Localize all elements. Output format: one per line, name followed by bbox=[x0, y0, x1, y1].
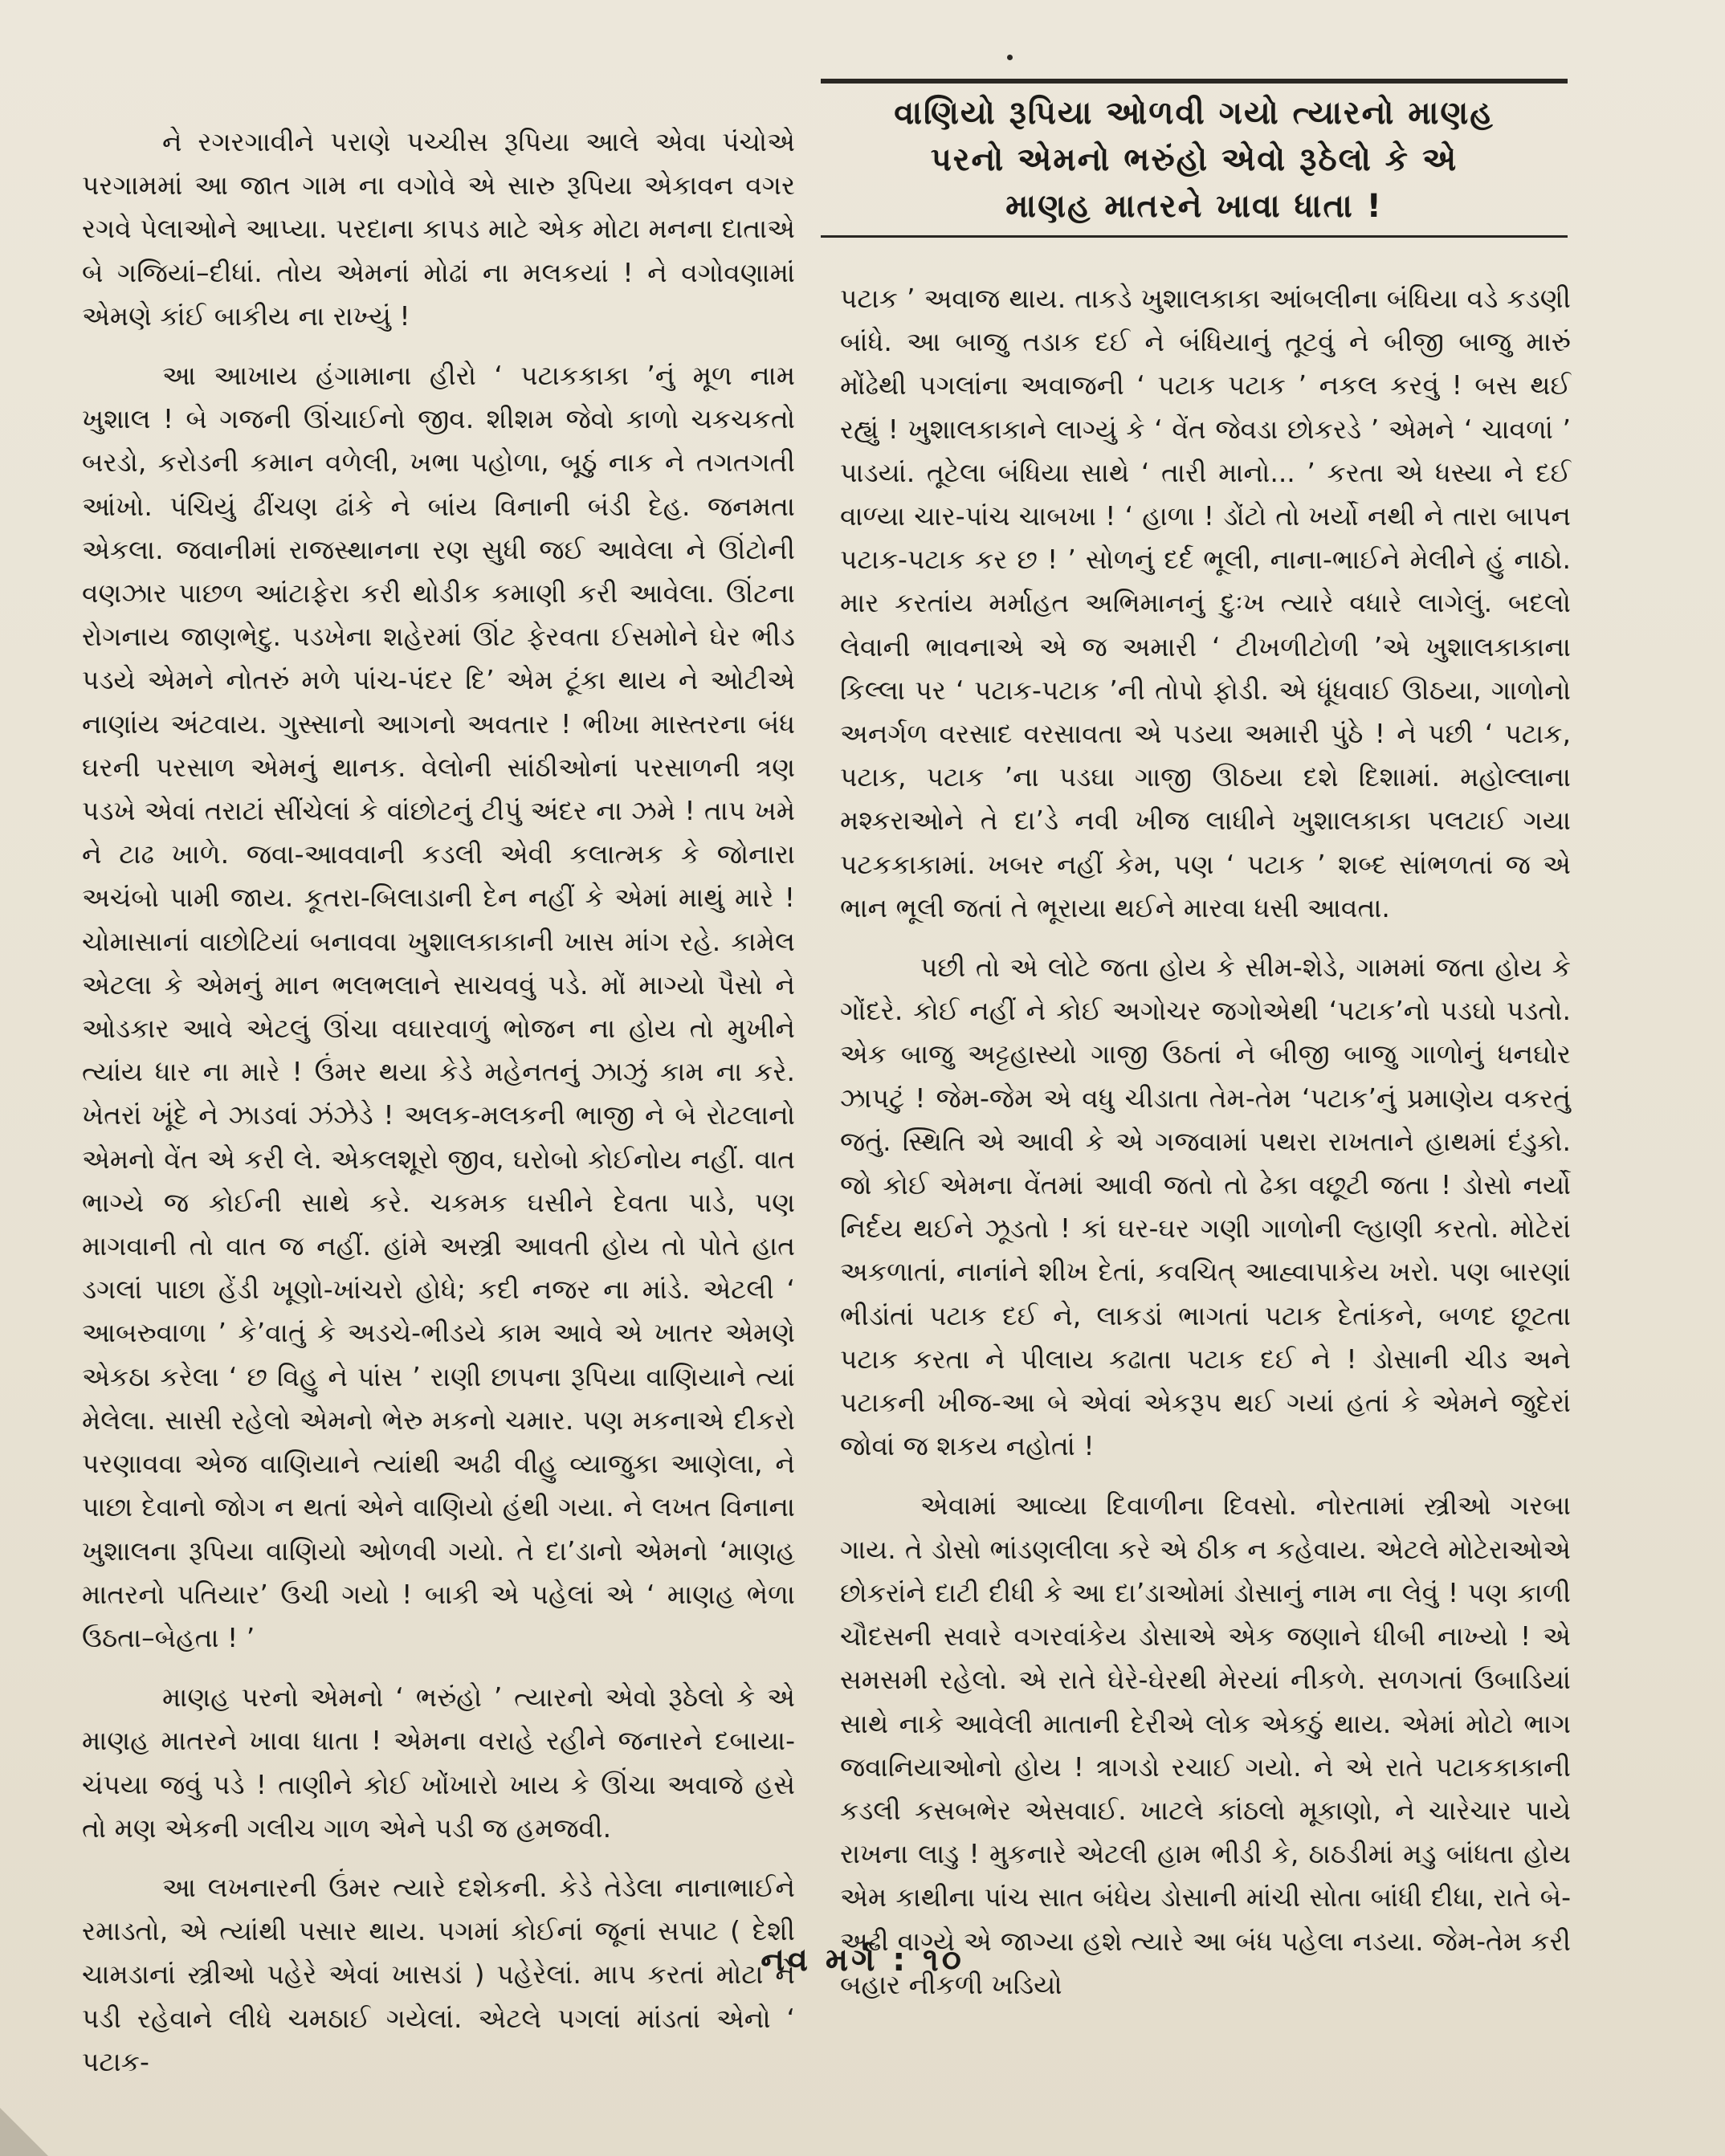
pull-quote-line: પરનો એમનો ભરુંહો એવો રૂઠેલો કે એ bbox=[930, 141, 1458, 178]
pull-quote-line: માણહ માતરને ખાવા ધાતા ! bbox=[1005, 187, 1383, 225]
ink-dot bbox=[1007, 55, 1013, 60]
right-column bbox=[840, 277, 1571, 2023]
pull-quote-box bbox=[821, 79, 1568, 238]
paragraph: માણહ પરનો એમનો ‘ ભરુંહો ’ ત્યારનો એવો રૂઠેલો કે એ માણહ માતરને ખાવા ધાતા ! એમના વરાહે રહીને જનારને દબાયા-ચંપયા જવું પડે ! તાણીને કોઈ ખોંખારો ખાય કે ઊંચા અવાજે હસે તો મણ એકની ગલીચ ગાળ એને પડી જ હમજવી. bbox=[82, 1681, 795, 1844]
left-column bbox=[82, 120, 795, 2100]
paragraph: એવામાં આવ્યા દિવાળીના દિવસો. નોરતામાં સ્ત્રીઓ ગરબા ગાય. તે ડોસો ભાંડણલીલા કરે એ ઠીક ન કહેવાય. એટલે મોટેરાઓએ છોકરાંને દાટી દીધી કે આ દા’ડાઓમાં ડોસાનું નામ ના લેવું ! પણ કાળી ચૌદસની સવારે વગરવાંકેય ડોસાએ એક જણાને ધીબી નાખ્યો ! એ સમસમી રહેલો. એ રાતે ઘેરે-ઘેરથી મેરયાં નીકળે. સળગતાં ઉબાડિયાં સાથે નાકે આવેલી માતાની દેરીએ લોક એકઠું થાય. એમાં મોટો ભાગ જવાનિયાઓનો હોય ! ત્રાગડો રચાઈ ગયો. ને એ રાતે પટાકકાકાની કડલી કસબભેર એસવાઈ. ખાટલે કાંઠલો મૂકાણો, ને ચારેચાર પાયે રાખના લાડુ ! મુકનારે એટલી હામ ભીડી કે, ઠાઠડીમાં મડુ બાંધતા હોય એમ કાથીના પાંચ સાત બંધેય ડોસાની માંચી સોતા બાંધી દીધા, રાતે બે-અઢી વાગ્યે એ જાગ્યા હશે ત્યારે આ બંધ પહેલા નડયા. જેમ-તેમ કરી બહાર નીકળી ખડિયો bbox=[840, 1490, 1571, 2000]
paragraph: પટાક ’ અવાજ થાય. તાકડે ખુશાલકાકા આંબલીના બંધિયા વડે કડણી બાંધે. આ બાજુ તડાક દઈ ને બંધિયાનું તૂટવું ને બીજી બાજુ મારું મોંઢેથી પગલાંના અવાજની ‘ પટાક પટાક ’ નકલ કરવું ! બસ થઈ રહ્યું ! ખુશાલકાકાને લાગ્યું કે ‘ વેંત જેવડા છોકરડે ’ એમને ‘ ચાવળાં ’ પાડયાં. તૂટેલા બંધિયા સાથે ‘ તારી માનો... ’ કરતા એ ધસ્યા ને દઈ વાળ્યા ચાર-પાંચ ચાબખા ! ‘ હાળા ! ડોંટો તો ખર્યો નથી ને તારા બાપન પટાક-પટાક કર છ ! ’ સોળનું દર્દ ભૂલી, નાના-ભાઈને મેલીને હું નાઠો. માર કરતાંય મર્માહત અભિમાનનું દુઃખ ત્યારે વધારે લાગેલું. બદલો લેવાની ભાવનાએ એ જ અમારી ‘ ટીખળીટોળી ’એ ખુશાલકાકાના કિલ્લા પર ‘ પટાક-પટાક ’ની તોપો ફોડી. એ ધૂંધવાઈ ઊઠયા, ગાળોનો અનર્ગળ વરસાદ વરસાવતા એ પડયા અમારી પુંઠે ! ને પછી ‘ પટાક, પટાક, પટાક ’ના પડઘા ગાજી ઊઠયા દશે દિશામાં. મહોલ્લાના મશ્કરાઓને તે દા’ડે નવી ખીજ લાધીને ખુશાલકાકા પલટાઈ ગયા પટકકાકામાં. ખબર નહીં કેમ, પણ ‘ પટાક ’ શબ્દ સાંભળતાં જ એ ભાન ભૂલી જતાં તે ભૂરાયા થઈને મારવા ધસી આવતા. bbox=[840, 283, 1571, 923]
paragraph: આ લખનારની ઉંમર ત્યારે દશેકની. કેડે તેડેલા નાનાભાઈને રમાડતો, એ ત્યાંથી પસાર થાય. પગમાં કોઈનાં જૂનાં સપાટ ( દેશી ચામડાનાં સ્ત્રીઓ પહેરે એવાં ખાસડાં ) પહેરેલાં. માપ કરતાં મોટા ને પડી રહેવાને લીધે ચમઠાઈ ગયેલાં. એટલે પગલાં માંડતાં એનો ‘ પટાક- bbox=[82, 1871, 795, 2077]
pull-quote-line: વાણિયો રૂપિયા ઓળવી ગયો ત્યારનો માણહ bbox=[894, 94, 1495, 132]
paragraph: પછી તો એ લોટે જતા હોય કે સીમ-શેડે, ગામમાં જતા હોય કે ગોંદરે. કોઈ નહીં ને કોઈ અગોચર જગોએથી ‘પટાક’નો પડઘો પડતો. એક બાજુ અટ્ટહાસ્યો ગાજી ઉઠતાં ને બીજી બાજુ ગાળોનું ધનઘોર ઝાપટું ! જેમ-જેમ એ વધુ ચીડાતા તેમ-તેમ ‘પટાક’નું પ્રમાણેય વકરતું જતું. સ્થિતિ એ આવી કે એ ગજવામાં પથરા રાખતાને હાથમાં દંડુકો. જો કોઈ એમના વેંતમાં આવી જતો તો ઢેકા વછૂટી જતા ! ડોસો નર્યો નિર્દય થઈને ઝૂડતો ! કાં ઘર-ઘર ગણી ગાળોની લ્હાણી કરતો. મોટેરાં અકળાતાં, નાનાંને શીખ દેતાં, કવચિત્ આહ્વાપાકેય ખરો. પણ બારણાં ભીડાંતાં પટાક દઈ ને, લાકડાં ભાગતાં પટાક દેતાંકને, બળદ છૂટતા પટાક કરતા ને પીલાય કઢાતા પટાક દઈ ને ! ડોસાની ચીડ અને પટાકની ખીજ-આ બે એવાં એકરૂપ થઈ ગયાં હતાં કે એમને જુદેરાં જોવાં જ શકય નહોતાં ! bbox=[840, 952, 1571, 1462]
folded-corner bbox=[0, 2108, 48, 2156]
paragraph: ને રગરગાવીને પરાણે પચ્ચીસ રૂપિયા આલે એવા પંચોએ પરગામમાં આ જાત ગામ ના વગોવે એ સારુ રૂપિયા એકાવન વગર રગવે પેલાઓને આપ્યા. પરદાના કાપડ માટે એક મોટા મનના દાતાએ બે ગજિયાં–દીધાં. તોય એમનાં મોઢાં ના મલકયાં ! ને વગોવણામાં એમણે કાંઈ બાકીય ના રાખ્યું ! bbox=[82, 126, 795, 332]
page-footer: નવ મર્ગ : ૧૦ bbox=[761, 1942, 964, 1979]
paragraph: આ આખાય હંગામાના હીરો ‘ પટાકકાકા ’નું મૂળ નામ ખુશાલ ! બે ગજની ઊંચાઈનો જીવ. શીશમ જેવો કાળો ચકચકતો બરડો, કરોડની કમાન વળેલી, ખભા પહોળા, બૂઠું નાક ને તગતગતી આંખો. પંચિયું ઢીંચણ ઢાંકે ને બાંય વિનાની બંડી દેહ. જનમતા એકલા. જવાનીમાં રાજસ્થાનના રણ સુધી જઈ આવેલા ને ઊંટોની વણઝાર પાછળ આંટાફેરા કરી થોડીક કમાણી કરી આવેલા. ઊંટના રોગનાય જાણભેદુ. પડખેના શહેરમાં ઊંટ ફેરવતા ઈસમોને ઘેર ભીડ પડયે એમને નોતરું મળે પાંચ-પંદર દિ’ એમ ટૂંકા થાય ને ઓટીએ નાણાંય અંટવાય. ગુસ્સાનો આગનો અવતાર ! ભીખા માસ્તરના બંધ ઘરની પરસાળ એમનું થાનક. વેલોની સાંઠીઓનાં પરસાળની ત્રણ પડખે એવાં તરાટાં સીંચેલાં કે વાંછોટનું ટીપું અંદર ના ઝમે ! તાપ ખમે ને ટાઢ ખાળે. જવા-આવવાની કડલી એવી કલાત્મક કે જોનારા અચંબો પામી જાય. કૂતરા-બિલાડાની દેન નહીં કે એમાં માથું મારે ! ચોમાસાનાં વાછોટિયાં બનાવવા ખુશાલકાકાની ખાસ માંગ રહે. કામેલ એટલા કે એમનું માન ભલભલાને સાચવવું પડે. મોં માગ્યો પૈસો ને ઓડકાર આવે એટલું ઊંચા વઘારવાળું ભોજન ના હોય તો મુખીને ત્યાંય ધાર ના મારે ! ઉંમર થયા કેડે મહેનતનું ઝાઝું કામ ના કરે. ખેતરાં ખૂંદે ને ઝાડવાં ઝંઝેડે ! અલક-મલકની ભાજી ને બે રોટલાનો એમનો વેંત એ કરી લે. એકલશૂરો જીવ, ઘરોબો કોઈનોય નહીં. વાત ભાગ્યે જ કોઈની સાથે કરે. ચકમક ઘસીને દેવતા પાડે, પણ માગવાની તો વાત જ નહીં. હાંમે અસ્ત્રી આવતી હોય તો પોતે હાત ડગલાં પાછા હેંડી ખૂણો-ખાંચરો હોધે; કદી નજર ના માંડે. એટલી ‘ આબરુવાળા ’ કે’વાતું કે અડચે-ભીડયે કામ આવે એ ખાતર એમણે એકઠા કરેલા ‘ છ વિહુ ને પાંસ ’ રાણી છાપના રૂપિયા વાણિયાને ત્યાં મેલેલા. સાસી રહેલો એમનો ભેરુ મકનો ચમાર. પણ મકનાએ દીકરો પરણાવવા એજ વાણિયાને ત્યાંથી અઢી વીહુ વ્યાજુકા આણેલા, ને પાછા દેવાનો જોગ ન થતાં એને વાણિયો હંથી ગયા. ને લખત વિનાના ખુશાલના રૂપિયા વાણિયો ઓળવી ગયો. તે દા’ડાનો એમનો ‘માણહ માતરનો પતિયાર’ ઉચી ગયો ! બાકી એ પહેલાં એ ‘ માણહ ભેળા ઉઠતા–બેહતા ! ’ bbox=[82, 360, 795, 1653]
